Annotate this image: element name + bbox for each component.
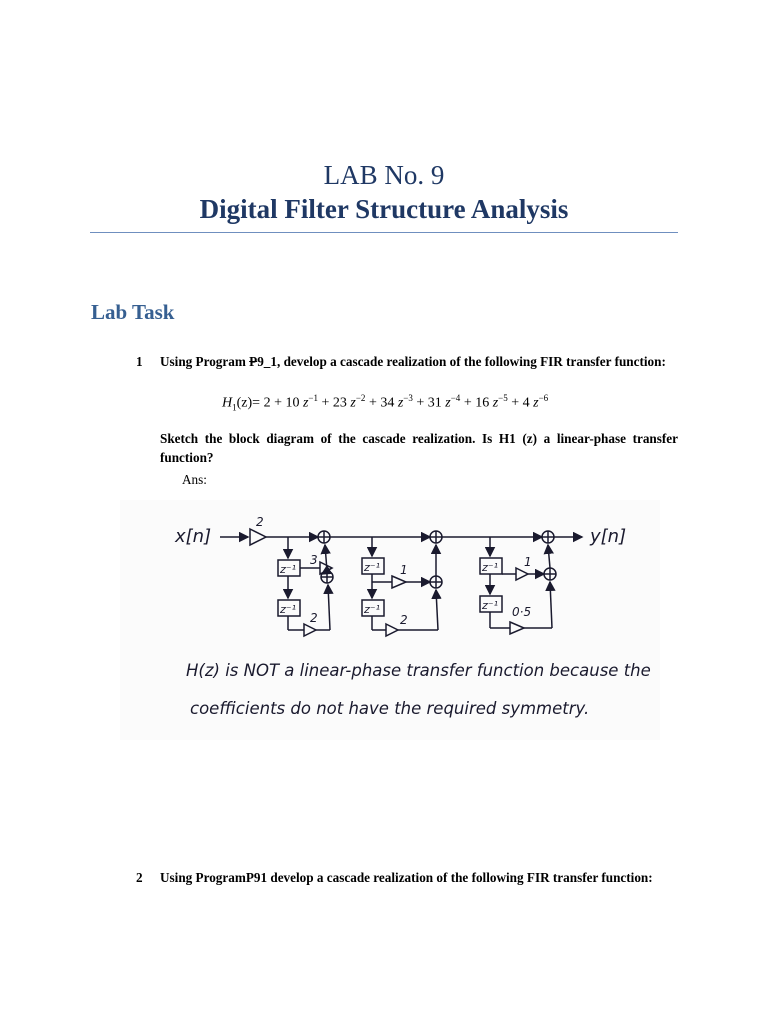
lab-number: LAB No. 9: [323, 160, 445, 190]
eq-term: 16: [475, 395, 490, 411]
output-label: y[n]: [590, 526, 627, 547]
eq-lhs-arg: (z)=: [236, 395, 261, 411]
stage-3-gain-a: 1: [524, 555, 532, 569]
delay-label: z⁻¹: [482, 599, 498, 612]
eq-term: 31: [427, 395, 442, 411]
task-2-statement: Using ProgramP91 develop a cascade realization of the following FIR transfer function:: [160, 870, 653, 885]
task-1-number: 1: [136, 354, 143, 369]
task-1-statement: [160, 352, 678, 371]
stage-2-gain-a: 1: [400, 563, 408, 577]
task-2-number: 2: [136, 870, 143, 885]
stage-1-gain-a: 3: [310, 553, 318, 567]
lab-title: Digital Filter Structure Analysis: [199, 194, 569, 224]
handwritten-answer-line-2: coefficients do not have the required symmetry.: [190, 699, 590, 718]
stage-2-gain-b: 2: [400, 613, 408, 627]
eq-power: −2: [355, 393, 366, 403]
transfer-function-equation: $H_1(z)= 2 + 10$ $z^{-1} + 23$ $z^{-2} + 34$ $z^{-3} + 31$ $z^{-4} + 16$ $z^{-5} + 4$ $z^{-6}$: [222, 393, 549, 413]
task-1-text-strike: P: [249, 354, 258, 369]
diagram-svg: [120, 500, 660, 740]
task-1-text-after: 9_1, develop a cascade realization of the following FIR transfer function:: [257, 354, 666, 369]
delay-label: z⁻¹: [364, 561, 380, 574]
eq-term: 23: [332, 395, 347, 411]
eq-lhs-sub: 1: [232, 402, 237, 413]
delay-label: z⁻¹: [280, 563, 296, 576]
eq-power: −5: [498, 393, 508, 403]
eq-power: −4: [450, 393, 461, 403]
eq-term: 4: [522, 395, 530, 411]
task-1-question: Sketch the block diagram of the cascade realization. Is H1 (z) a linear-phase transfer function?: [160, 431, 678, 465]
cascade-block-diagram: [120, 500, 660, 740]
eq-term: 34: [380, 395, 395, 411]
stage-1-gain-b: 2: [310, 611, 318, 625]
stage-3-gain-b: 0·5: [512, 605, 532, 619]
answer-label: Ans:: [182, 472, 207, 487]
title-divider: [90, 232, 678, 233]
delay-label: z⁻¹: [364, 603, 380, 616]
eq-term: 10: [285, 395, 300, 411]
delay-label: z⁻¹: [280, 603, 296, 616]
input-label: x[n]: [175, 526, 212, 547]
handwritten-answer-line-1: H(z) is NOT a linear-phase transfer function because the: [186, 661, 651, 680]
eq-power: −3: [403, 393, 413, 403]
eq-power: −1: [308, 393, 318, 403]
eq-term: 2: [263, 395, 271, 411]
eq-power: −6: [538, 393, 549, 403]
input-gain-triangle: [250, 529, 266, 545]
delay-label: z⁻¹: [482, 561, 498, 574]
task-1-text-before: Using Program: [160, 354, 250, 369]
section-heading: Lab Task: [91, 300, 175, 324]
input-gain-value: 2: [256, 515, 264, 529]
eq-lhs: H: [222, 395, 233, 411]
